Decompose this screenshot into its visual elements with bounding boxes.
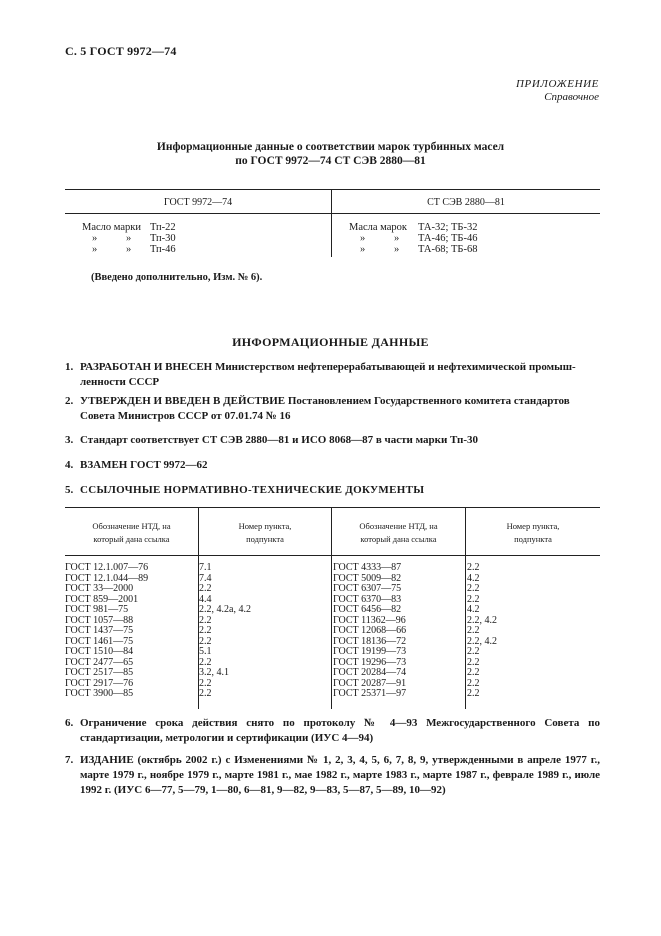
info-item-5 [65,483,600,498]
ref-item: 3.2, 4.1 [199,667,229,678]
ref-item: 5.1 [199,646,212,657]
item-number: 5. [65,484,74,496]
ref-doc: ГОСТ 2477—65 [65,656,134,668]
header-line: Номер пункта, [238,521,292,531]
table2-top-rule [65,507,600,508]
ref-doc: ГОСТ 859—2001 [65,593,139,605]
ref-item: 2.2 [467,688,480,699]
ref-items-column-right [467,563,497,700]
header-line: подпункта [246,534,284,544]
table2-header [199,520,331,546]
document-title [0,140,661,168]
ref-item: 2.2 [467,593,480,605]
ref-item: 2.2 [199,635,212,647]
ref-doc: ГОСТ 5009—82 [333,572,402,584]
ref-item: 2.2 [199,656,212,668]
ref-doc: ГОСТ 6456—82 [333,604,402,615]
table2-header [332,520,465,546]
info-item-4 [65,458,600,473]
table2-header [65,520,198,546]
table1-left-value: Тп-22 [150,222,176,233]
ref-item: 2.2, 4.2 [467,614,497,626]
ref-item: 2.2 [199,625,212,636]
ref-item: 2.2 [199,583,212,594]
ref-doc: ГОСТ 19296—73 [333,656,407,668]
item-text: РАЗРАБОТАН И ВНЕСЕН Министерством нефтеперерабатывающей и нефтехимической промыш- [80,361,576,373]
table2-header-rule [65,555,600,556]
ditto-mark: » [394,244,400,255]
info-item-7 [65,753,600,798]
table1-right-value: ТА-46; ТБ-46 [418,233,478,244]
ref-doc: ГОСТ 25371—97 [333,688,407,699]
info-item-2 [65,394,600,424]
item-number: 2. [65,395,74,407]
ref-doc: ГОСТ 6307—75 [333,583,402,594]
appendix-label [516,78,599,104]
ditto-mark: » [360,233,366,244]
header-line: который дана ссылка [93,534,170,544]
item-text: Ограничение срока действия снято по протоколу № 4—93 Межгосударственного Совета по стандартизации, метрологии и сертификации (ИУС 4—94) [80,717,600,744]
header-line: подпункта [514,534,552,544]
page-header: С. 5 ГОСТ 9972—74 [65,44,177,58]
item-text: ВЗАМЕН ГОСТ 9972—62 [80,459,208,471]
info-item-6 [65,716,600,746]
item-number: 1. [65,361,74,373]
item-number: 6. [65,717,74,729]
ref-item: 2.2 [467,562,480,573]
ref-doc: ГОСТ 20287—91 [333,677,407,689]
ref-docs-column-right [333,563,406,700]
table1-right-value: ТА-32; ТБ-32 [418,222,478,233]
appendix-subtitle: Справочное [544,91,599,103]
table2-header [466,520,600,546]
ref-doc: ГОСТ 11362—96 [333,614,406,626]
ref-item: 7.4 [199,572,212,584]
ref-item: 2.2 [199,614,212,626]
table1-right-value: ТА-68; ТБ-68 [418,244,478,255]
header-line: который дана ссылка [360,534,437,544]
ref-doc: ГОСТ 18136—72 [333,635,407,647]
ref-docs-column-left [65,563,148,700]
ref-item: 4.2 [467,604,480,615]
ref-doc: ГОСТ 1461—75 [65,635,134,647]
item-number: 4. [65,459,74,471]
item-text: ССЫЛОЧНЫЕ НОРМАТИВНО-ТЕХНИЧЕСКИЕ ДОКУМЕНТЫ [80,484,425,496]
ref-doc: ГОСТ 20284—74 [333,667,407,678]
ref-item: 2.2 [467,656,480,668]
header-line: Обозначение НТД, на [92,521,171,531]
ref-doc: ГОСТ 12068—66 [333,625,407,636]
row-prefix: Масло марки [82,222,141,233]
item-text-cont: ленности СССР [80,376,160,388]
title-line-1: Информационные данные о соответствии марок турбинных масел [156,141,505,153]
section-title: ИНФОРМАЦИОННЫЕ ДАННЫЕ [232,335,429,349]
amendment-note: (Введено дополнительно, Изм. № 6). [91,272,263,283]
ditto-mark: » [394,233,400,244]
ditto-mark: » [92,233,98,244]
ref-item: 2.2 [199,688,212,699]
ref-doc: ГОСТ 1057—88 [65,614,134,626]
ref-item: 7.1 [199,562,212,573]
ref-item: 2.2, 4.2 [467,635,497,647]
ref-item: 4.4 [199,593,212,605]
appendix-title: ПРИЛОЖЕНИЕ [516,78,599,90]
title-line-2: по ГОСТ 9972—74 СТ СЭВ 2880—81 [235,155,426,167]
ref-doc: ГОСТ 1437—75 [65,625,134,636]
ref-item: 2.2 [467,677,480,689]
table1-right-row: Масла марок [349,222,408,233]
ref-doc: ГОСТ 2517—85 [65,667,134,678]
header-line: Обозначение НТД, на [359,521,438,531]
item-text: Стандарт соответствует СТ СЭВ 2880—81 и ИСО 8068—87 в части марки Тп-30 [80,434,478,446]
ref-items-column-left [199,563,251,700]
item-number: 7. [65,754,74,766]
ref-doc: ГОСТ 12.1.007—76 [65,562,149,573]
table1-top-rule [65,189,600,190]
ref-doc: ГОСТ 33—2000 [65,583,134,594]
ref-item: 2.2 [467,646,480,657]
table1-left-row [82,222,141,233]
header-line: Номер пункта, [506,521,560,531]
table1-header-rule [65,213,600,214]
table1-left-value: Тп-46 [150,244,176,255]
ref-item: 2.2 [467,583,480,594]
table1-header-left: ГОСТ 9972—74 [163,197,233,208]
ref-item: 2.2 [199,677,212,689]
ref-doc: ГОСТ 4333—87 [333,562,402,573]
ref-item: 4.2 [467,572,480,584]
ref-doc: ГОСТ 3900—85 [65,688,134,699]
item-number: 3. [65,434,74,446]
ditto-mark: » [92,244,98,255]
table1-header-right: СТ СЭВ 2880—81 [427,197,505,208]
ref-doc: ГОСТ 12.1.044—89 [65,572,149,584]
ditto-mark: » [360,244,366,255]
info-item-1 [65,360,600,390]
item-text: УТВЕРЖДЕН И ВВЕДЕН В ДЕЙСТВИЕ Постановлением Государственного комитета стандартов [80,395,570,407]
ref-doc: ГОСТ 1510—84 [65,646,134,657]
table1-left-value: Тп-30 [150,233,176,244]
ref-doc: ГОСТ 19199—73 [333,646,407,657]
ref-doc: ГОСТ 6370—83 [333,593,402,605]
ref-doc: ГОСТ 2917—76 [65,677,134,689]
item-text: ИЗДАНИЕ (октябрь 2002 г.) с Изменениями № 1, 2, 3, 4, 5, 6, 7, 8, 9, утвержденными в апреле 1977 г., марте 1979 г., ноябре 1979 г., марте 1981 г., мае 1982 г., марте 1983 г., марте 1987 г., феврале 1989 г., июле 1992 г. (ИУС 6—77, 5—79, 1—80, 6—81, 9—82, 9—83, 5—87, 5—89, 10—92) [80,754,600,796]
item-text-cont: Совета Министров СССР от 07.01.74 № 16 [80,410,291,422]
ditto-mark: » [126,233,132,244]
info-item-3 [65,433,600,448]
ref-doc: ГОСТ 981—75 [65,604,129,615]
ref-item: 2.2 [467,667,480,678]
ref-item: 2.2, 4.2а, 4.2 [199,604,251,615]
ditto-mark: » [126,244,132,255]
ref-item: 2.2 [467,625,480,636]
